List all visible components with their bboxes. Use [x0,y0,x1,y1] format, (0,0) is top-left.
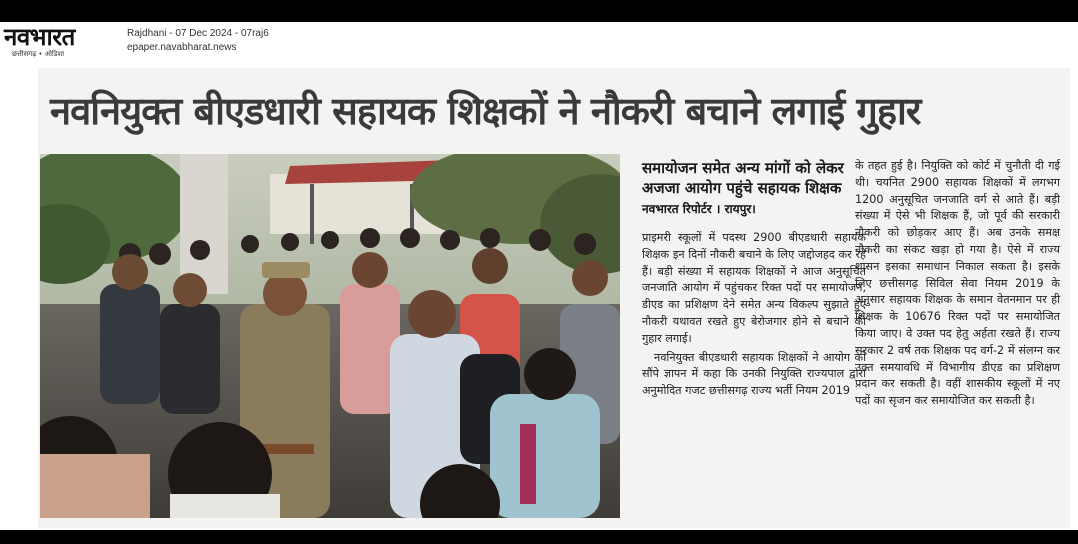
masthead [0,22,1078,66]
edition-info: Rajdhani - 07 Dec 2024 - 07raj6 [127,28,269,39]
article-byline: नवभारत रिपोर्टर । रायपुर। [642,202,756,216]
article-subheadline: समायोजन समेत अन्य मांगों को लेकर अजजा आयोग पहुंचे सहायक शिक्षक [642,159,844,197]
article-headline: नवनियुक्त बीएडधारी सहायक शिक्षकों ने नौकरी बचाने लगाई गुहार [50,89,921,133]
article-clipping [38,68,1070,528]
bottom-black-bar [0,530,1078,544]
news-photo [40,154,620,518]
article-paragraph: नवनियुक्त बीएडधारी सहायक शिक्षकों ने आयोग को सौंपे ज्ञापन में कहा कि उनकी नियुक्ति राज्यपाल द्वारा अनुमोदित गजट छत्तीसगढ़ राज्य भर्ती नियम 2019 [642,350,866,398]
top-black-bar [0,0,1078,22]
newspaper-logo[interactable] [4,24,120,62]
article-paragraph: के तहत हुई है। नियुक्ति को कोर्ट में चुनौती दी गई थी। चयनित 2900 सहायक शिक्षकों में लगभग 1200 अनुसूचित जनजाति वर्ग से आते हैं। बड़ी संख्या में ऐसे भी शिक्षक हैं, जो पूर्व की सरकारी नौकरी को छोड़कर आए हैं। अब उनके समक्ष नौकरी का संकट खड़ा हो गया है। ऐसे में राज्य शासन इसका समाधान निकाल सकता है। इसके लिए छत्तीसगढ़ सिविल सेवा नियम 2019 के अनुसार सहायक शिक्षक के समान वेतनमान पर ही शिक्षक के 10676 रिक्त पदों पर समायोजित किया जाए। वे उक्त पद हेतु अर्हता रखते हैं। राज्य सरकार 2 वर्ष तक शिक्षक पद वर्ग-2 में संलग्न कर उक्त समयावधि में विभागीय डीएड का प्रशिक्षण प्रदान कर सकती है। वहीं शासकीय स्कूलों में नए पदों का सृजन कर समायोजित कर सकती है। [855,159,1060,408]
article-column-2 [855,158,1060,410]
article-column-1 [642,158,866,400]
epaper-page [0,22,1078,530]
crowd-photo-image [40,154,620,518]
logo-text: नवभारत [4,23,75,51]
logo-subtitle: छत्तीसगढ़ • ओडिशा [12,50,65,58]
epaper-url[interactable]: epaper.navabharat.news [127,42,237,53]
article-paragraph: प्राइमरी स्कूलों में पदस्थ 2900 बीएडधारी सहायक शिक्षक इन दिनों नौकरी बचाने के लिए जद्दोजहद कर रहे हैं। बड़ी संख्या में सहायक शिक्षकों ने आज अनुसूचित जनजाति आयोग में पहुंचकर रिक्त पदों पर समायोजन, डीएड का प्रशिक्षण देने समेत अन्य विकल्प सुझाते हुए नौकरी यथावत रखते हुए बेरोजगार होने से बचाने की गुहार लगाई। [642,231,866,345]
